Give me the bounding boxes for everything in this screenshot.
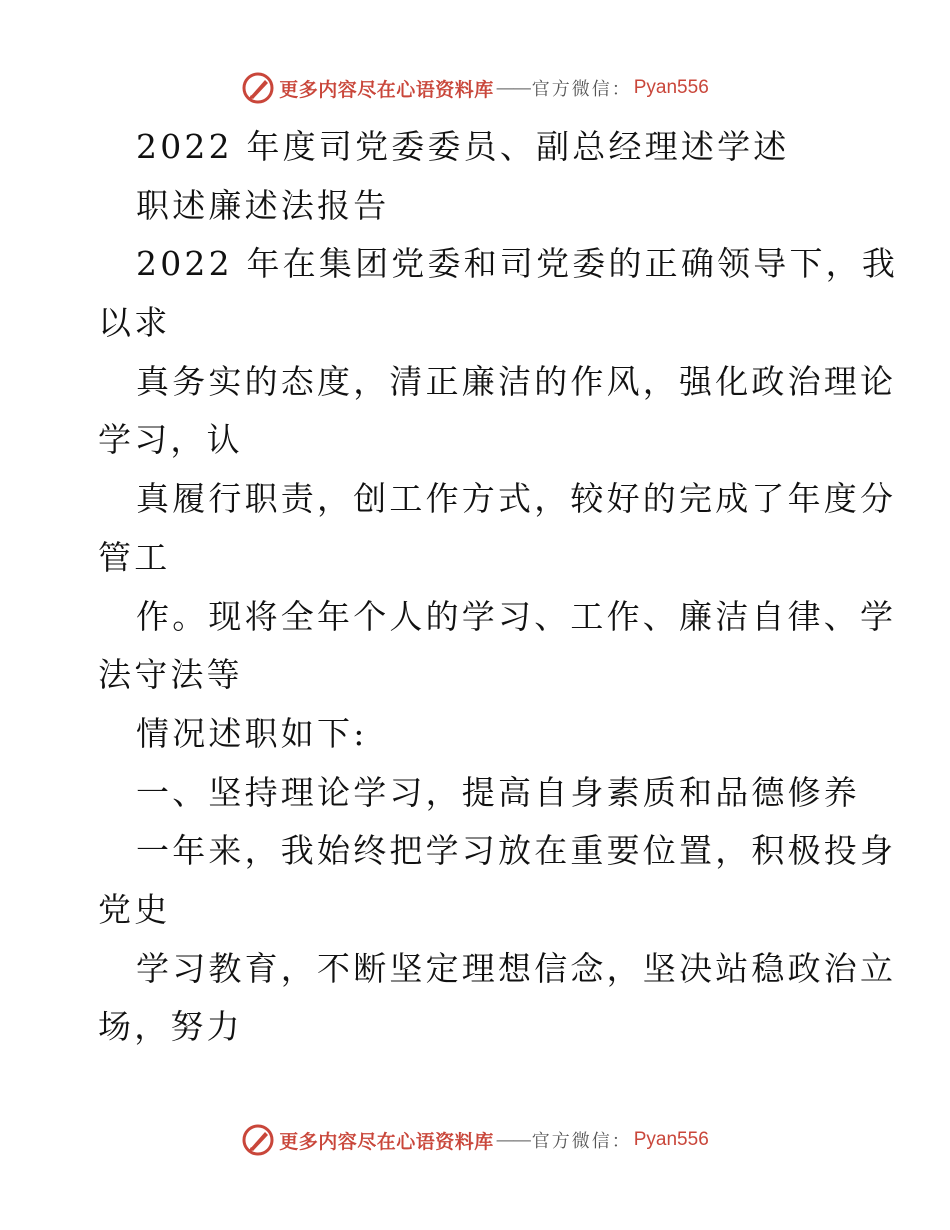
text-line: 场，努力	[98, 1007, 243, 1047]
banner-wechat-label: 官方微信：	[531, 79, 632, 100]
banner-dash: ——	[495, 1129, 530, 1151]
banner-wechat-id: Pyan556	[633, 77, 709, 98]
text-line: 真履行职责，创工作方式，较好的完成了年度分	[136, 479, 897, 519]
text-line: 法守法等	[98, 655, 243, 695]
text-line: 真务实的态度，清正廉洁的作风，强化政治理论	[136, 361, 897, 401]
banner-wechat-label: 官方微信：	[531, 1131, 632, 1152]
text-line: 职述廉述法报告	[136, 185, 390, 225]
header-banner	[0, 68, 950, 108]
text-line: 学习，认	[98, 420, 243, 460]
text-line: 2022 年在集团党委和司党委的正确领导下，我	[136, 244, 899, 284]
text-line: 党史	[98, 889, 171, 929]
text-line: 一、坚持理论学习，提高自身素质和品德修养	[136, 772, 860, 812]
text-line: 一年来，我始终把学习放在重要位置，积极投身	[136, 831, 897, 871]
text-line: 管工	[98, 537, 171, 577]
text-line: 情况述职如下:	[136, 713, 368, 753]
text-line: 2022 年度司党委委员、副总经理述学述	[136, 127, 790, 166]
text-line: 以求	[98, 303, 171, 343]
document-body	[98, 124, 899, 1063]
banner-dash: ——	[495, 77, 530, 99]
quill-pen-logo-icon	[241, 71, 275, 105]
quill-pen-logo-icon	[241, 1123, 275, 1157]
text-line: 作。现将全年个人的学习、工作、廉洁自律、学	[136, 596, 897, 636]
text-line: 学习教育，不断坚定理想信念，坚决站稳政治立	[136, 948, 897, 988]
footer-banner	[0, 1120, 950, 1160]
banner-wechat-id: Pyan556	[633, 1129, 709, 1150]
banner-main-text: 更多内容尽在心语资料库	[279, 1130, 494, 1153]
banner-main-text: 更多内容尽在心语资料库	[279, 78, 494, 101]
